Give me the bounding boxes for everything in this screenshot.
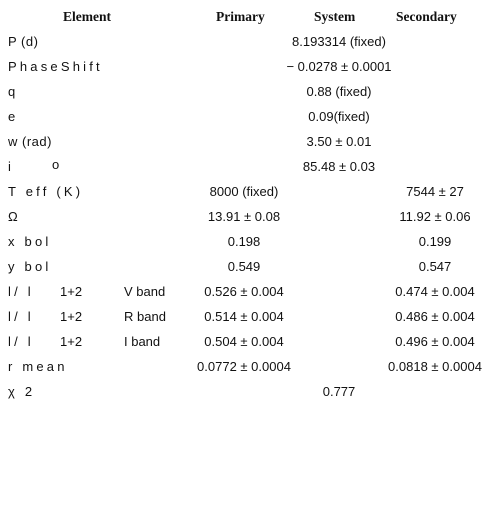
primary-value: 0.526 ± 0.004: [204, 284, 284, 299]
row-label: Ω: [8, 209, 19, 224]
primary-value: 0.0772 ± 0.0004: [197, 359, 291, 374]
row-label: l/ l: [8, 334, 34, 349]
table-row: [0, 308, 502, 328]
system-value: 0.777: [322, 384, 356, 399]
header-element: Element: [63, 9, 111, 24]
primary-value: 0.504 ± 0.004: [204, 334, 284, 349]
system-value: 0.88 (fixed): [306, 84, 372, 99]
table-row: [0, 133, 502, 153]
row-label-subscript: 1+2: [60, 309, 83, 324]
primary-value: 0.514 ± 0.004: [204, 309, 284, 324]
secondary-value: 0.486 ± 0.004: [395, 309, 475, 324]
primary-value: 0.549: [227, 259, 261, 274]
secondary-value: 11.92 ± 0.06: [399, 209, 471, 224]
system-value: − 0.0278 ± 0.0001: [286, 59, 392, 74]
row-label: l/ l: [8, 309, 34, 324]
primary-value: 0.198: [227, 234, 261, 249]
table-row: [0, 383, 502, 403]
primary-value: 13.91 ± 0.08: [207, 209, 281, 224]
row-label-superscript: o: [52, 157, 60, 172]
table-row: [0, 283, 502, 303]
table-row: [0, 58, 502, 78]
header-secondary: Secondary: [396, 9, 457, 24]
row-label: x bol: [8, 234, 52, 249]
table-row: [0, 358, 502, 378]
row-label: e: [8, 109, 16, 124]
secondary-value: 0.199: [418, 234, 452, 249]
header-primary: Primary: [216, 9, 265, 24]
secondary-value: 0.474 ± 0.004: [395, 284, 475, 299]
table-row: [0, 183, 502, 203]
row-label-subscript: 1+2: [60, 284, 83, 299]
secondary-value: 7544 ± 27: [406, 184, 464, 199]
row-label: χ 2: [8, 384, 36, 399]
row-label: i: [8, 159, 12, 174]
row-label: y bol: [8, 259, 52, 274]
band-label: I band: [124, 334, 161, 349]
row-label: l/ l: [8, 284, 34, 299]
table-row: [0, 233, 502, 253]
header-system: System: [314, 9, 356, 24]
row-label: PhaseShift: [8, 59, 103, 74]
row-label: P (d): [8, 34, 39, 49]
table-row: [0, 333, 502, 353]
row-label-subscript: 1+2: [60, 334, 83, 349]
secondary-value: 0.0818 ± 0.0004: [388, 359, 482, 374]
system-value: 85.48 ± 0.03: [302, 159, 376, 174]
system-value: 8.193314 (fixed): [292, 34, 386, 49]
table-row: [0, 83, 502, 103]
table-row: [0, 258, 502, 278]
secondary-value: 0.547: [418, 259, 452, 274]
primary-value: 8000 (fixed): [209, 184, 279, 199]
table-row: [0, 33, 502, 53]
secondary-value: 0.496 ± 0.004: [395, 334, 475, 349]
table-row: [0, 158, 502, 178]
row-label: q: [8, 84, 16, 99]
row-label: r mean: [8, 359, 68, 374]
row-label: w (rad): [8, 134, 52, 149]
system-value: 3.50 ± 0.01: [306, 134, 372, 149]
system-value: 0.09(fixed): [308, 109, 370, 124]
table-row: [0, 108, 502, 128]
band-label: V band: [124, 284, 166, 299]
row-label: T eff (K): [8, 184, 84, 199]
band-label: R band: [124, 309, 166, 324]
table-row: [0, 208, 502, 228]
table-header: [0, 9, 502, 27]
